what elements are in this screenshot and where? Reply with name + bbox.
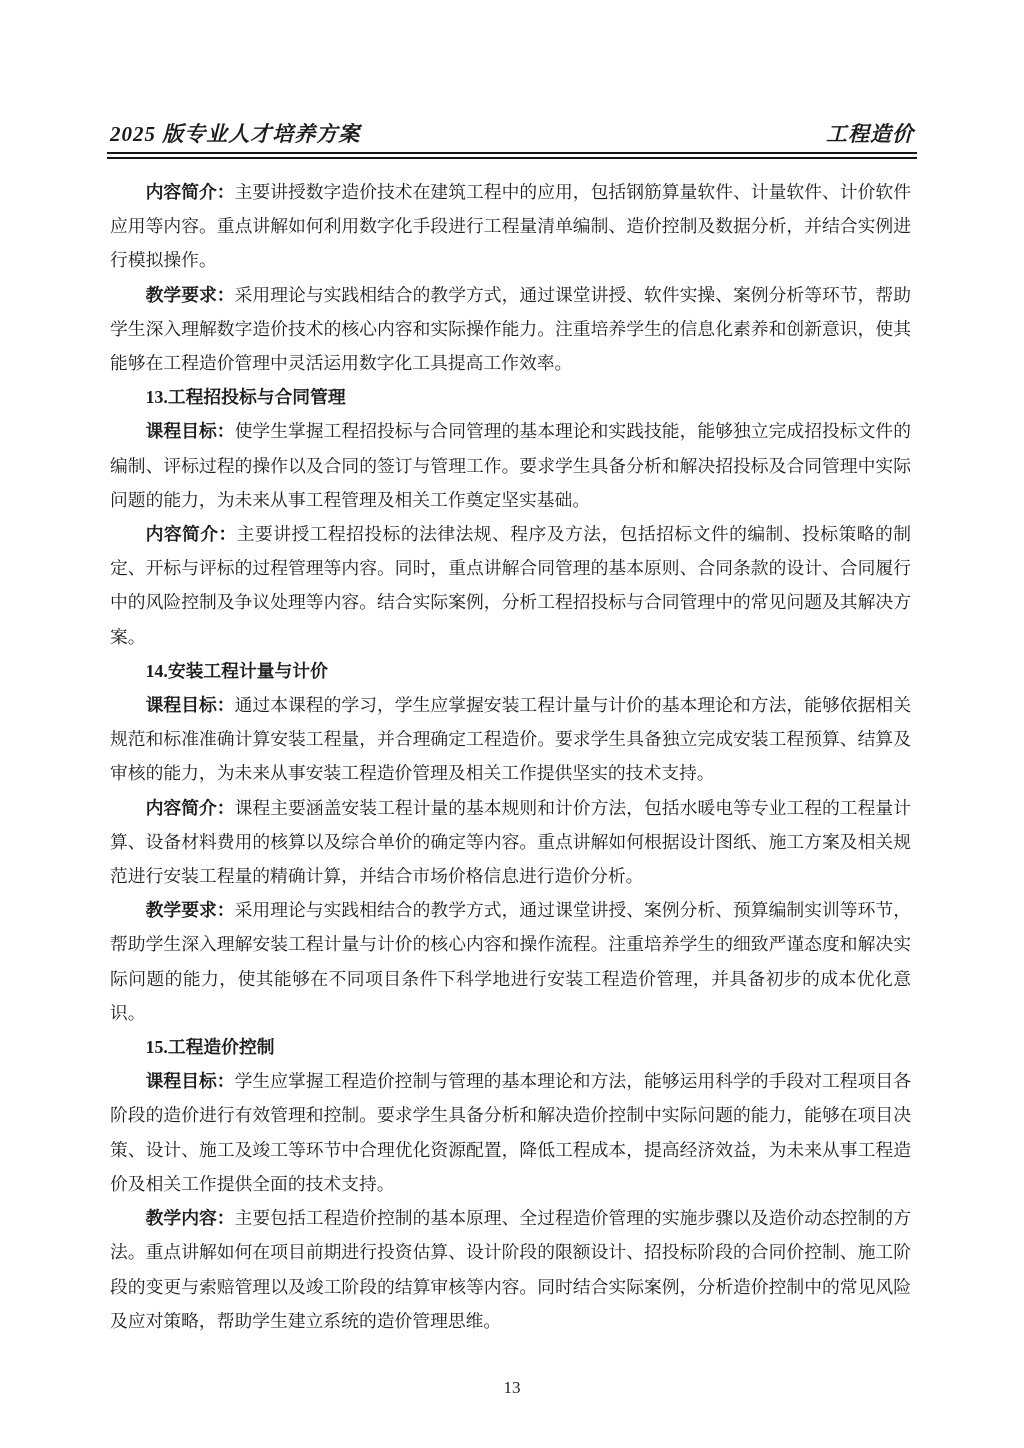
paragraph-text: 通过本课程的学习，学生应掌握安装工程计量与计价的基本理论和方法，能够依据相关规范和标准准确计算安装工程量，并合理确定工程造价。要求学生具备独立完成安装工程预算、结算及审核的能力，为未来从事安装工程造价管理及相关工作提供坚实的技术支持。 (110, 695, 911, 784)
paragraph-text: 主要包括工程造价控制的基本原理、全过程造价管理的实施步骤以及造价动态控制的方法。重点讲解如何在项目前期进行投资估算、设计阶段的限额设计、招投标阶段的合同价控制、施工阶段的变更与索赔管理以及竣工阶段的结算审核等内容。同时结合实际案例，分析造价控制中的常见风险及应对策略，帮助学生建立系统的造价管理思维。 (110, 1208, 911, 1331)
paragraph-teaching-content (110, 1201, 911, 1338)
paragraph-course-intro (110, 791, 911, 894)
paragraph-text: 主要讲授工程招投标的法律法规、程序及方法，包括招标文件的编制、投标策略的制定、开标与评标的过程管理等内容。同时，重点讲解合同管理的基本原则、合同条款的设计、合同履行中的风险控制及争议处理等内容。结合实际案例，分析工程招投标与合同管理中的常见问题及其解决方案。 (110, 524, 911, 647)
header-double-rule (107, 152, 917, 159)
page-footer (0, 1378, 1024, 1398)
paragraph-text: 使学生掌握工程招投标与合同管理的基本理论和实践技能，能够独立完成招投标文件的编制、评标过程的操作以及合同的签订与管理工作。要求学生具备分析和解决招投标及合同管理中实际问题的能力，为未来从事工程管理及相关工作奠定坚实基础。 (110, 421, 911, 510)
section-heading-15: 15.工程造价控制 (145, 1037, 275, 1058)
page-number: 13 (503, 1378, 521, 1397)
header-title-left: 2025 版专业人才培养方案 (110, 122, 361, 146)
paragraph-teaching-requirement (110, 278, 911, 381)
page-header (107, 118, 917, 159)
paragraph-course-intro (110, 517, 911, 654)
paragraph-label: 内容简介： (145, 524, 237, 545)
paragraph-label: 教学要求： (145, 284, 235, 305)
paragraph-text: 学生应掌握工程造价控制与管理的基本理论和方法，能够运用科学的手段对工程项目各阶段的造价进行有效管理和控制。要求学生具备分析和解决造价控制中实际问题的能力，能够在项目决策、设计、施工及竣工等环节中合理优化资源配置，降低工程成本，提高经济效益，为未来从事工程造价及相关工作提供全面的技术支持。 (110, 1071, 911, 1194)
paragraph-label: 课程目标： (145, 1071, 235, 1092)
paragraph-course-goal (110, 688, 911, 791)
paragraph-label: 内容简介： (145, 182, 235, 202)
header-row (107, 118, 917, 148)
paragraph-course-goal (110, 414, 911, 517)
paragraph-text: 主要讲授数字造价技术在建筑工程中的应用，包括钢筋算量软件、计量软件、计价软件应用等内容。重点讲解如何利用数字化手段进行工程量清单编制、造价控制及数据分析，并结合实例进行模拟操作。 (110, 182, 911, 271)
paragraph-course-intro (110, 175, 911, 278)
paragraph-label: 教学内容： (145, 1208, 235, 1229)
paragraph-text: 课程主要涵盖安装工程计量的基本规则和计价方法，包括水暖电等专业工程的工程量计算、设备材料费用的核算以及综合单价的确定等内容。重点讲解如何根据设计图纸、施工方案及相关规范进行安装工程量的精确计算，并结合市场价格信息进行造价分析。 (110, 797, 911, 887)
paragraph-label: 内容简介： (145, 797, 235, 818)
header-title-right: 工程造价 (826, 122, 914, 146)
paragraph-label: 课程目标： (145, 421, 235, 442)
paragraph-label: 教学要求： (145, 900, 235, 921)
paragraph-text: 采用理论与实践相结合的教学方式，通过课堂讲授、软件实操、案例分析等环节，帮助学生深入理解数字造价技术的核心内容和实际操作能力。注重培养学生的信息化素养和创新意识，使其能够在工程造价管理中灵活运用数字化工具提高工作效率。 (110, 284, 911, 374)
paragraph-teaching-requirement (110, 893, 911, 1030)
document-body (110, 175, 911, 1338)
section-heading-13: 13.工程招投标与合同管理 (145, 387, 346, 408)
paragraph-label: 课程目标： (145, 695, 235, 716)
paragraph-course-goal (110, 1064, 911, 1201)
paragraph-text: 采用理论与实践相结合的教学方式，通过课堂讲授、案例分析、预算编制实训等环节，帮助学生深入理解安装工程计量与计价的核心内容和操作流程。注重培养学生的细致严谨态度和解决实际问题的能力，使其能够在不同项目条件下科学地进行安装工程造价管理，并具备初步的成本优化意识。 (110, 900, 911, 1023)
section-heading-14: 14.安装工程计量与计价 (145, 660, 328, 681)
